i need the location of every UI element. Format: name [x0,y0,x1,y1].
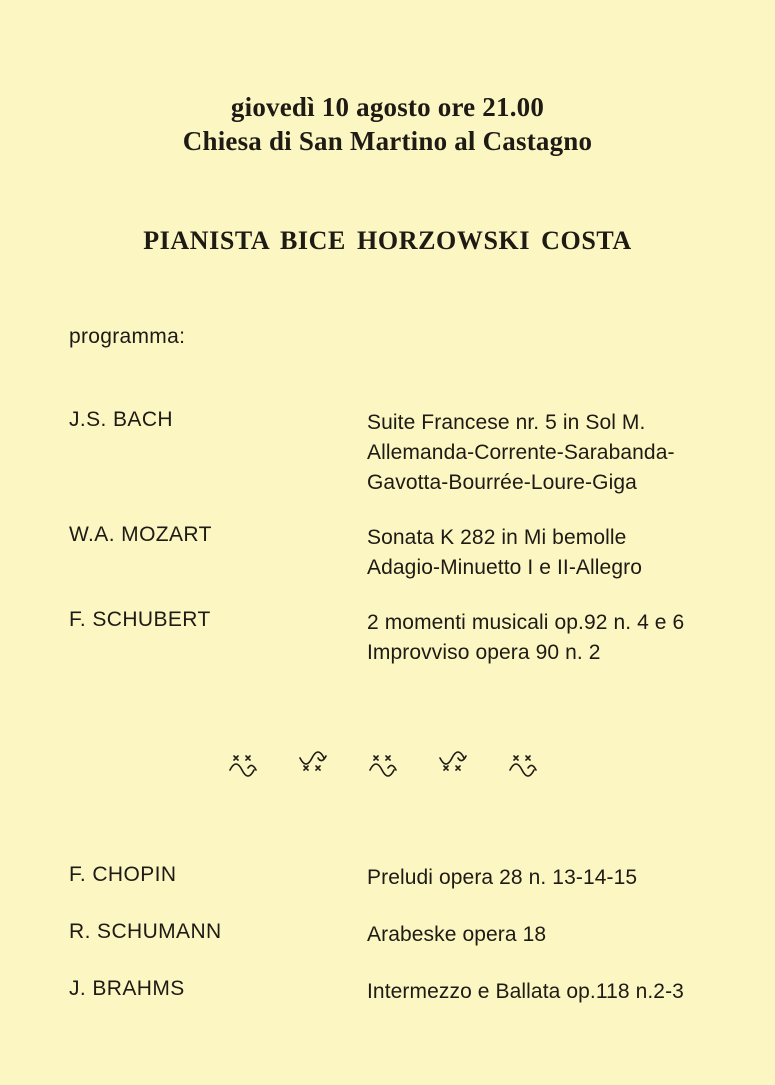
work-line: Suite Francese nr. 5 in Sol M. [367,411,646,434]
composer-schubert: F. SCHUBERT [69,608,211,631]
work-line: Gavotta-Bourrée-Loure-Giga [367,471,637,494]
work-line: Preludi opera 28 n. 13-14-15 [367,866,638,889]
work-line: Sonata K 282 in Mi bemolle [367,526,627,549]
works-mozart [367,523,642,583]
composer-schumann: R. SCHUMANN [69,920,222,943]
work-line: Improvviso opera 90 n. 2 [367,641,601,664]
work-line: Arabeske opera 18 [367,923,547,946]
composer-brahms: J. BRAHMS [69,977,185,1000]
composer-chopin: F. CHOPIN [69,863,177,886]
works-brahms [367,977,684,1007]
works-schubert [367,608,684,668]
ornament-icon [300,752,326,770]
work-line: Adagio-Minuetto I e II-Allegro [367,556,642,579]
concert-venue: Chiesa di San Martino al Castagno [182,126,593,156]
works-schumann [367,920,546,950]
work-line: Intermezzo e Ballata op.118 n.2-3 [367,980,684,1003]
works-chopin [367,863,637,893]
ornament-icon [510,756,536,776]
work-line: 2 momenti musicali op.92 n. 4 e 6 [367,611,685,634]
ornament-icon [230,756,256,776]
work-line: Allemanda-Corrente-Sarabanda- [367,441,675,464]
works-bach [367,408,675,498]
ornament-icon [370,756,396,776]
concert-date: giovedì 10 agosto ore 21.00 [230,92,545,122]
ornament-divider [226,748,566,778]
program-label: programma: [69,325,186,348]
performer-name: PIANISTA BICE HORZOWSKI COSTA [143,226,632,255]
composer-mozart: W.A. MOZART [69,523,212,546]
ornament-icon [440,752,466,770]
composer-bach: J.S. BACH [69,408,173,431]
